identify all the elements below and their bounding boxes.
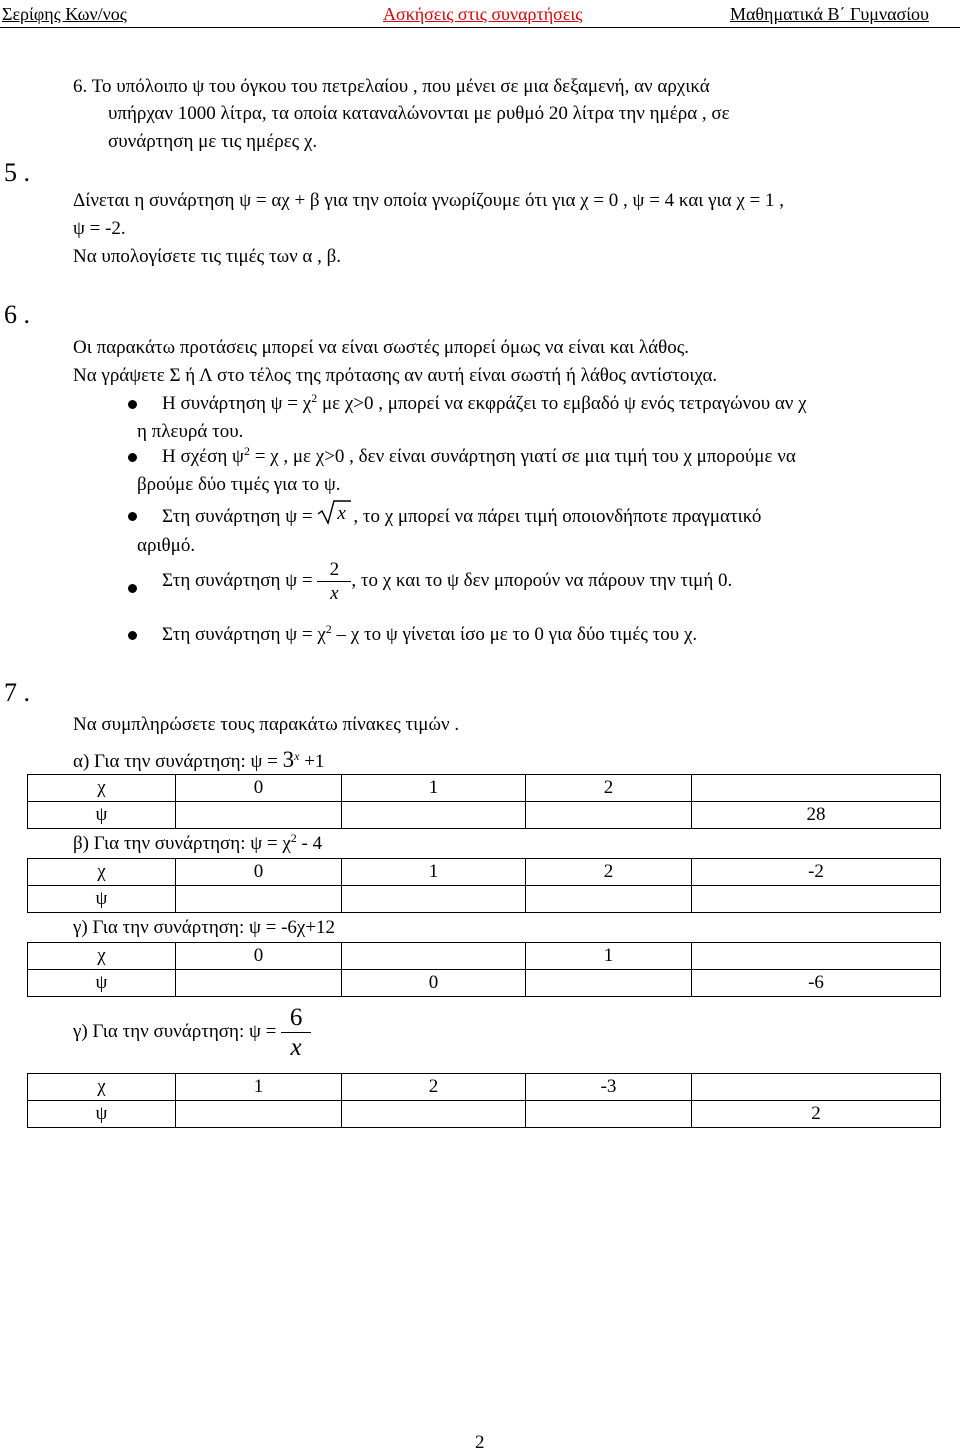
bullet-1 bbox=[128, 400, 137, 409]
table-cell bbox=[526, 970, 692, 997]
value-table-d bbox=[27, 1073, 941, 1128]
table-cell: 0 bbox=[176, 775, 342, 802]
table-row-header: ψ bbox=[28, 886, 176, 913]
table-row bbox=[28, 943, 941, 970]
table-cell bbox=[692, 943, 941, 970]
table-cell: 0 bbox=[176, 859, 342, 886]
statement-4: Στη συνάρτηση ψ = $\frac{2}{x}$ , το χ και το ψ δεν μπορούν να πάρουν την τιμή 0. bbox=[162, 559, 733, 604]
sqrt-expression: x bbox=[317, 502, 351, 526]
bullet-5 bbox=[128, 631, 137, 640]
table-row bbox=[28, 775, 941, 802]
table-cell: 1 bbox=[342, 775, 526, 802]
table-cell: 0 bbox=[342, 970, 526, 997]
ex6-line3: συνάρτηση με τις ημέρες χ. bbox=[108, 131, 318, 152]
header-author: Σερίφης Κων/νος bbox=[2, 4, 127, 24]
table-cell: 1 bbox=[342, 859, 526, 886]
table-row-header: χ bbox=[28, 775, 176, 802]
table-cell bbox=[692, 775, 941, 802]
table-cell bbox=[342, 886, 526, 913]
page-header bbox=[0, 0, 960, 28]
table-row-header: χ bbox=[28, 859, 176, 886]
table-cell bbox=[176, 970, 342, 997]
table-row bbox=[28, 1074, 941, 1101]
table-row bbox=[28, 859, 941, 886]
fraction-2-over-x: $\frac{2}{x}$ bbox=[317, 560, 351, 603]
table-a-label: α) Για την συνάρτηση: $\psi = 3^x +1$ bbox=[73, 747, 325, 772]
statement-3-cont: αριθμό. bbox=[137, 535, 196, 556]
statement-2-cont: βρούμε δύο τιμές για το ψ. bbox=[137, 474, 341, 495]
table-row bbox=[28, 970, 941, 997]
table-cell: -6 bbox=[692, 970, 941, 997]
ex6b-intro1: Οι παρακάτω προτάσεις μπορεί να είναι σωστές μπορεί όμως να είναι και λάθος. bbox=[73, 337, 689, 358]
section-number-5: 5 . bbox=[4, 158, 30, 187]
value-table-c bbox=[27, 942, 941, 997]
table-cell bbox=[526, 886, 692, 913]
header-course: Μαθηματικά Β΄ Γυμνασίου bbox=[730, 4, 929, 24]
table-c-label: γ) Για την συνάρτηση: ψ = -6χ+12 bbox=[73, 917, 336, 938]
table-row bbox=[28, 802, 941, 829]
table-row-header: χ bbox=[28, 1074, 176, 1101]
section-number-7: 7 . bbox=[4, 678, 30, 707]
page-number: 2 bbox=[475, 1432, 485, 1453]
table-cell: 28 bbox=[692, 802, 941, 829]
table-row bbox=[28, 886, 941, 913]
ex7-intro: Να συμπληρώσετε τους παρακάτω πίνακες τιμών . bbox=[73, 714, 460, 735]
table-cell: 1 bbox=[176, 1074, 342, 1101]
table-cell: 1 bbox=[526, 943, 692, 970]
table-cell bbox=[176, 886, 342, 913]
radical-sign bbox=[317, 499, 351, 525]
table-row-header: χ bbox=[28, 943, 176, 970]
table-b-label: β) Για την συνάρτηση: $\psi = \chi^2 - 4$ bbox=[73, 831, 323, 854]
bullet-4 bbox=[128, 584, 137, 593]
ex6-line2: υπήρχαν 1000 λίτρα, τα οποία καταναλώνονται με ρυθμό 20 λίτρα την ημέρα , σε bbox=[108, 103, 730, 124]
table-cell: 2 bbox=[692, 1101, 941, 1128]
table-row-header: ψ bbox=[28, 970, 176, 997]
table-cell bbox=[342, 1101, 526, 1128]
ex6b-intro2: Να γράψετε Σ ή Λ στο τέλος της πρότασης αν αυτή είναι σωστή ή λάθος αντίστοιχα. bbox=[73, 365, 718, 386]
ex6-line1: 6. Το υπόλοιπο ψ του όγκου του πετρελαίου , που μένει σε μια δεξαμενή, αν αρχικά bbox=[73, 76, 710, 97]
table-cell: -2 bbox=[692, 859, 941, 886]
table-cell bbox=[692, 886, 941, 913]
header-topic: Ασκήσεις στις συναρτήσεις bbox=[383, 4, 583, 24]
table-cell: 0 bbox=[176, 943, 342, 970]
table-cell bbox=[692, 1074, 941, 1101]
ex5-line3: Να υπολογίσετε τις τιμές των α , β. bbox=[73, 246, 342, 267]
table-cell bbox=[176, 1101, 342, 1128]
table-row-header: ψ bbox=[28, 1101, 176, 1128]
table-d-label: γ) Για την συνάρτηση: ψ = $\frac{6}{x}$ bbox=[73, 1000, 311, 1064]
table-cell bbox=[176, 802, 342, 829]
ex5-line1: Δίνεται η συνάρτηση ψ = αχ + β για την οποία γνωρίζουμε ότι για χ = 0 , ψ = 4 και για χ = 1 , bbox=[73, 190, 784, 211]
table-cell: -3 bbox=[526, 1074, 692, 1101]
statement-5: Στη συνάρτηση $\psi = \chi^2 - \chi$ το ψ γίνεται ίσο με το 0 για δύο τιμές του χ. bbox=[162, 622, 698, 645]
ex5-line2: ψ = -2. bbox=[73, 218, 126, 239]
bullet-2 bbox=[128, 453, 137, 462]
table-row bbox=[28, 1101, 941, 1128]
value-table-b bbox=[27, 858, 941, 913]
table-cell bbox=[342, 943, 526, 970]
statement-1-cont: η πλευρά του. bbox=[137, 421, 244, 442]
fraction-6-over-x: $\frac{6}{x}$ bbox=[281, 1005, 311, 1060]
bullet-3 bbox=[128, 512, 137, 521]
table-cell: 2 bbox=[342, 1074, 526, 1101]
statement-1: Η συνάρτηση $\psi = \chi^2$ με χ>0 , μπορεί να εκφράζει το εμβαδό ψ ενός τετραγώνου αν χ bbox=[162, 391, 807, 414]
table-cell: 2 bbox=[526, 775, 692, 802]
statement-2: Η σχέση $\psi^2 = \chi$ , με χ>0 , δεν είναι συνάρτηση γιατί σε μια τιμή του χ μπορούμε να bbox=[162, 444, 796, 467]
value-table-a bbox=[27, 774, 941, 829]
table-cell bbox=[342, 802, 526, 829]
table-row-header: ψ bbox=[28, 802, 176, 829]
table-cell bbox=[526, 802, 692, 829]
statement-3: Στη συνάρτηση ψ = x , το χ μπορεί να πάρει τιμή οποιονδήποτε πραγματικό bbox=[162, 502, 761, 531]
table-cell: 2 bbox=[526, 859, 692, 886]
section-number-6: 6 . bbox=[4, 300, 30, 329]
table-cell bbox=[526, 1101, 692, 1128]
